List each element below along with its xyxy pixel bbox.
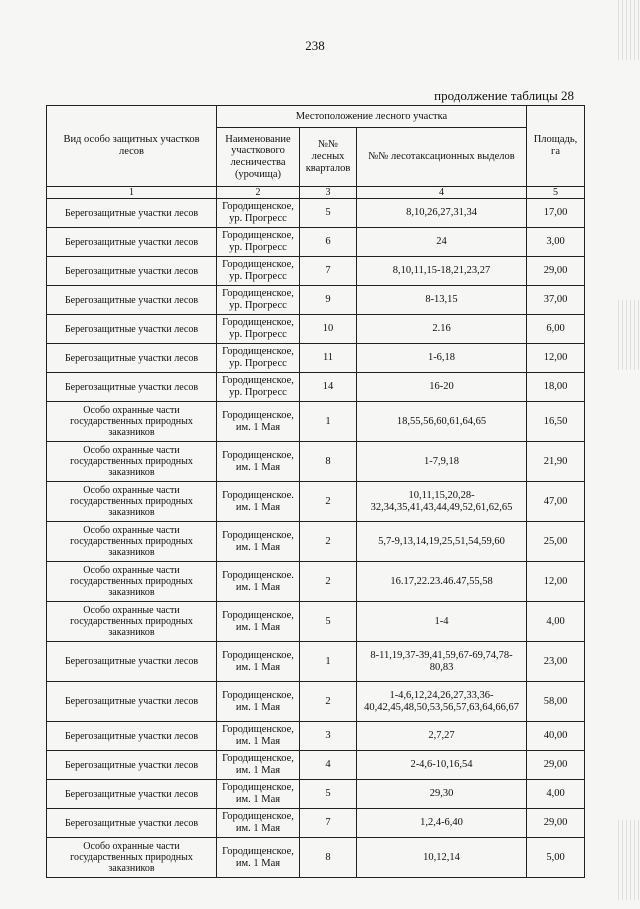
cell-forestry: Городищенское, им. 1 Мая [217,809,300,838]
cell-area: 5,00 [527,838,585,878]
cell-area: 37,00 [527,286,585,315]
cell-forestry: Городищенское, ур. Прогресс [217,344,300,373]
cell-kind: Берегозащитные участки лесов [47,809,217,838]
table-row [47,522,585,562]
table-row [47,442,585,482]
cell-plots: 10,11,15,20,28-32,34,35,41,43,44,49,52,61,62,65 [357,482,527,522]
cell-area: 4,00 [527,780,585,809]
cell-quarter: 3 [300,722,357,751]
cell-plots: 1,2,4-6,40 [357,809,527,838]
header-quarters: №№ лесных кварталов [300,128,357,187]
cell-area: 29,00 [527,257,585,286]
cell-quarter: 10 [300,315,357,344]
forest-plots-table [46,105,585,878]
cell-quarter: 11 [300,344,357,373]
cell-quarter: 14 [300,373,357,402]
cell-forestry: Городищенское. им. 1 Мая [217,562,300,602]
table-row [47,751,585,780]
cell-quarter: 8 [300,442,357,482]
cell-plots: 24 [357,228,527,257]
cell-plots: 29,30 [357,780,527,809]
table-row [47,562,585,602]
cell-kind: Берегозащитные участки лесов [47,344,217,373]
cell-kind: Особо охранные части государственных природных заказников [47,838,217,878]
cell-forestry: Городищенское, им. 1 Мая [217,522,300,562]
table-row [47,315,585,344]
column-number: 2 [217,187,300,199]
cell-plots: 1-4,6,12,24,26,27,33,36-40,42,45,48,50,53,56,57,63,64,66,67 [357,682,527,722]
scan-noise [618,300,640,370]
cell-quarter: 4 [300,751,357,780]
cell-plots: 8-13,15 [357,286,527,315]
cell-plots: 1-4 [357,602,527,642]
cell-forestry: Городищенское, ур. Прогресс [217,373,300,402]
cell-kind: Берегозащитные участки лесов [47,199,217,228]
cell-plots: 8,10,11,15-18,21,23,27 [357,257,527,286]
cell-plots: 2,7,27 [357,722,527,751]
cell-area: 6,00 [527,315,585,344]
column-number: 4 [357,187,527,199]
header-plots: №№ лесотаксационных выделов [357,128,527,187]
scan-noise [618,820,640,900]
table-continuation-label: продолжение таблицы 28 [434,88,574,103]
cell-plots: 2.16 [357,315,527,344]
cell-kind: Особо охранные части государственных природных заказников [47,562,217,602]
cell-kind: Берегозащитные участки лесов [47,228,217,257]
cell-forestry: Городищенское, им. 1 Мая [217,402,300,442]
cell-plots: 8,10,26,27,31,34 [357,199,527,228]
cell-forestry: Городищенское, им. 1 Мая [217,642,300,682]
cell-forestry: Городищенское, им. 1 Мая [217,442,300,482]
table-row [47,780,585,809]
table-row [47,722,585,751]
cell-plots: 1-7,9,18 [357,442,527,482]
cell-area: 40,00 [527,722,585,751]
table-row [47,602,585,642]
table-row [47,344,585,373]
cell-plots: 8-11,19,37-39,41,59,67-69,74,78-80,83 [357,642,527,682]
cell-area: 47,00 [527,482,585,522]
cell-kind: Берегозащитные участки лесов [47,722,217,751]
cell-plots: 2-4,6-10,16,54 [357,751,527,780]
cell-quarter: 1 [300,642,357,682]
cell-kind: Особо охранные части государственных природных заказников [47,602,217,642]
cell-area: 12,00 [527,562,585,602]
cell-quarter: 1 [300,402,357,442]
column-number: 1 [47,187,217,199]
cell-area: 12,00 [527,344,585,373]
cell-kind: Берегозащитные участки лесов [47,682,217,722]
cell-forestry: Городищенское, им. 1 Мая [217,838,300,878]
cell-area: 3,00 [527,228,585,257]
table-row [47,228,585,257]
header-location-group: Местоположение лесного участка [217,106,527,128]
scan-noise [618,0,640,60]
cell-forestry: Городищенское, ур. Прогресс [217,315,300,344]
cell-area: 16,50 [527,402,585,442]
cell-area: 29,00 [527,751,585,780]
table-row [47,682,585,722]
cell-forestry: Городищенское, им. 1 Мая [217,722,300,751]
cell-forestry: Городищенское, ур. Прогресс [217,199,300,228]
header-forestry: Наименование участкового лесничества (урочища) [217,128,300,187]
header-kind: Вид особо защитных участков лесов [47,106,217,187]
cell-plots: 16.17,22.23.46.47,55,58 [357,562,527,602]
table-row [47,482,585,522]
cell-area: 21,90 [527,442,585,482]
cell-kind: Берегозащитные участки лесов [47,780,217,809]
cell-quarter: 2 [300,522,357,562]
cell-forestry: Городищенское. им. 1 Мая [217,482,300,522]
cell-quarter: 5 [300,602,357,642]
cell-area: 29,00 [527,809,585,838]
cell-forestry: Городищенское, им. 1 Мая [217,682,300,722]
cell-quarter: 7 [300,809,357,838]
cell-area: 18,00 [527,373,585,402]
cell-kind: Особо охранные части государственных природных заказников [47,442,217,482]
table-body [47,199,585,878]
cell-plots: 10,12,14 [357,838,527,878]
cell-kind: Берегозащитные участки лесов [47,286,217,315]
cell-forestry: Городищенское, ур. Прогресс [217,257,300,286]
table-row [47,286,585,315]
cell-kind: Берегозащитные участки лесов [47,257,217,286]
cell-plots: 16-20 [357,373,527,402]
cell-area: 23,00 [527,642,585,682]
cell-kind: Берегозащитные участки лесов [47,642,217,682]
cell-forestry: Городищенское, ур. Прогресс [217,286,300,315]
cell-plots: 5,7-9,13,14,19,25,51,54,59,60 [357,522,527,562]
table-row [47,257,585,286]
cell-quarter: 2 [300,482,357,522]
table-row [47,838,585,878]
cell-kind: Особо охранные части государственных природных заказников [47,482,217,522]
header-area: Площадь, га [527,106,585,187]
cell-quarter: 7 [300,257,357,286]
cell-area: 25,00 [527,522,585,562]
cell-area: 4,00 [527,602,585,642]
table-row [47,199,585,228]
cell-quarter: 8 [300,838,357,878]
column-number: 3 [300,187,357,199]
cell-forestry: Городищенское, им. 1 Мая [217,602,300,642]
column-number: 5 [527,187,585,199]
cell-quarter: 5 [300,780,357,809]
page-number: 238 [305,38,325,53]
cell-quarter: 9 [300,286,357,315]
table-row [47,402,585,442]
cell-quarter: 2 [300,682,357,722]
cell-quarter: 2 [300,562,357,602]
cell-area: 58,00 [527,682,585,722]
cell-quarter: 5 [300,199,357,228]
cell-kind: Особо охранные части государственных природных заказников [47,522,217,562]
table-row [47,642,585,682]
cell-kind: Берегозащитные участки лесов [47,373,217,402]
cell-plots: 18,55,56,60,61,64,65 [357,402,527,442]
cell-area: 17,00 [527,199,585,228]
cell-kind: Берегозащитные участки лесов [47,315,217,344]
cell-plots: 1-6,18 [357,344,527,373]
cell-kind: Особо охранные части государственных природных заказников [47,402,217,442]
cell-forestry: Городищенское, ур. Прогресс [217,228,300,257]
table-row [47,373,585,402]
cell-kind: Берегозащитные участки лесов [47,751,217,780]
cell-forestry: Городищенское, им. 1 Мая [217,751,300,780]
cell-forestry: Городищенское, им. 1 Мая [217,780,300,809]
cell-quarter: 6 [300,228,357,257]
table-row [47,809,585,838]
